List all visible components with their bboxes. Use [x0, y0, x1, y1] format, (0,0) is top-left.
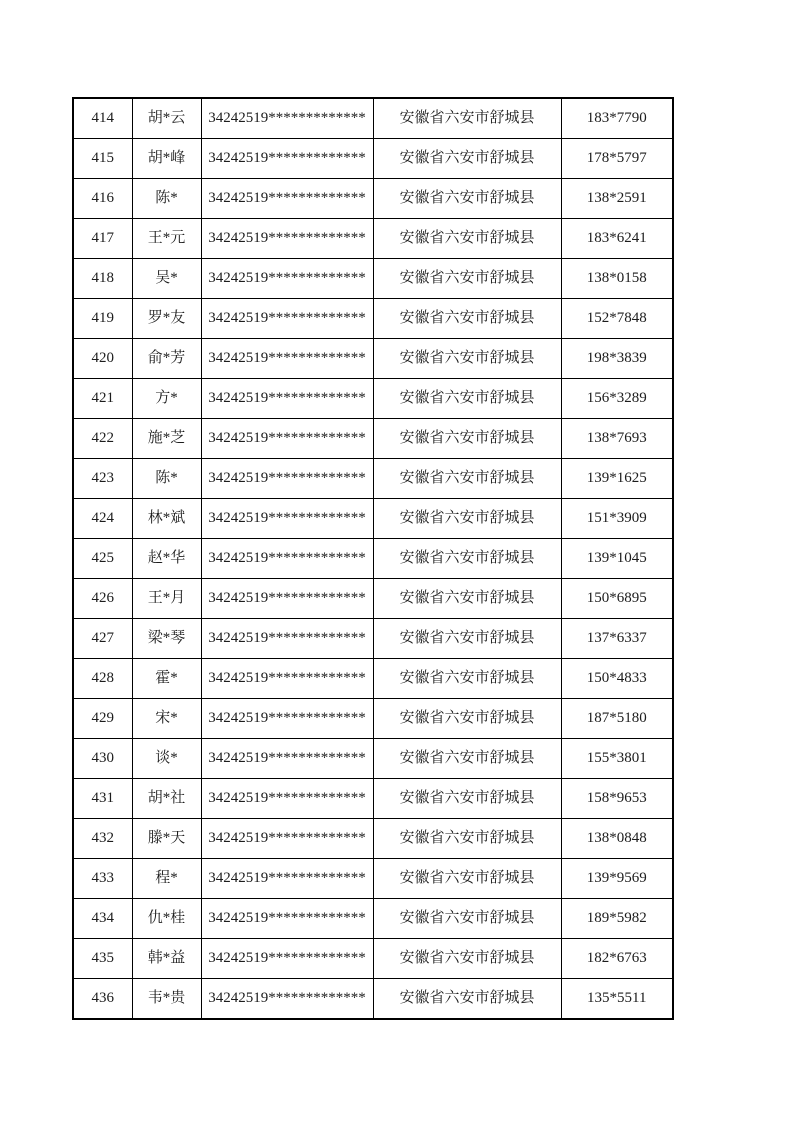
name-cell: 林*斌 — [132, 498, 201, 538]
phone-cell: 138*2591 — [561, 178, 673, 218]
id-number-cell: 34242519************* — [201, 138, 373, 178]
phone-cell: 182*6763 — [561, 939, 673, 979]
row-index-cell: 431 — [73, 779, 132, 819]
table-row — [73, 979, 673, 1019]
id-number-cell: 34242519************* — [201, 538, 373, 578]
phone-cell: 150*4833 — [561, 658, 673, 698]
row-index-cell: 418 — [73, 258, 132, 298]
region-cell: 安徽省六安市舒城县 — [373, 779, 561, 819]
table-row — [73, 739, 673, 779]
id-number-cell: 34242519************* — [201, 98, 373, 138]
row-index-cell: 422 — [73, 418, 132, 458]
row-index-cell: 421 — [73, 378, 132, 418]
name-cell: 谈* — [132, 739, 201, 779]
name-cell: 陈* — [132, 458, 201, 498]
name-cell: 滕*天 — [132, 819, 201, 859]
table-row — [73, 939, 673, 979]
id-number-cell: 34242519************* — [201, 899, 373, 939]
name-cell: 韩*益 — [132, 939, 201, 979]
table-row — [73, 698, 673, 738]
name-cell: 方* — [132, 378, 201, 418]
row-index-cell: 419 — [73, 298, 132, 338]
table-row — [73, 218, 673, 258]
region-cell: 安徽省六安市舒城县 — [373, 338, 561, 378]
region-cell: 安徽省六安市舒城县 — [373, 138, 561, 178]
name-cell: 梁*琴 — [132, 618, 201, 658]
name-cell: 胡*云 — [132, 98, 201, 138]
row-index-cell: 427 — [73, 618, 132, 658]
table-row — [73, 618, 673, 658]
masked-persons-table — [72, 97, 674, 1020]
phone-cell: 151*3909 — [561, 498, 673, 538]
row-index-cell: 433 — [73, 859, 132, 899]
id-number-cell: 34242519************* — [201, 458, 373, 498]
table-row — [73, 819, 673, 859]
phone-cell: 198*3839 — [561, 338, 673, 378]
table-row — [73, 458, 673, 498]
table-row — [73, 138, 673, 178]
row-index-cell: 436 — [73, 979, 132, 1019]
region-cell: 安徽省六安市舒城县 — [373, 819, 561, 859]
phone-cell: 139*1045 — [561, 538, 673, 578]
row-index-cell: 416 — [73, 178, 132, 218]
id-number-cell: 34242519************* — [201, 658, 373, 698]
name-cell: 仇*桂 — [132, 899, 201, 939]
row-index-cell: 425 — [73, 538, 132, 578]
region-cell: 安徽省六安市舒城县 — [373, 378, 561, 418]
phone-cell: 156*3289 — [561, 378, 673, 418]
row-index-cell: 424 — [73, 498, 132, 538]
table-row — [73, 178, 673, 218]
name-cell: 胡*峰 — [132, 138, 201, 178]
id-number-cell: 34242519************* — [201, 418, 373, 458]
table-row — [73, 378, 673, 418]
name-cell: 霍* — [132, 658, 201, 698]
region-cell: 安徽省六安市舒城县 — [373, 899, 561, 939]
phone-cell: 187*5180 — [561, 698, 673, 738]
region-cell: 安徽省六安市舒城县 — [373, 658, 561, 698]
row-index-cell: 435 — [73, 939, 132, 979]
id-number-cell: 34242519************* — [201, 739, 373, 779]
phone-cell: 152*7848 — [561, 298, 673, 338]
row-index-cell: 429 — [73, 698, 132, 738]
region-cell: 安徽省六安市舒城县 — [373, 618, 561, 658]
name-cell: 施*芝 — [132, 418, 201, 458]
phone-cell: 139*1625 — [561, 458, 673, 498]
name-cell: 王*元 — [132, 218, 201, 258]
phone-cell: 183*7790 — [561, 98, 673, 138]
name-cell: 宋* — [132, 698, 201, 738]
table-row — [73, 338, 673, 378]
id-number-cell: 34242519************* — [201, 819, 373, 859]
id-number-cell: 34242519************* — [201, 258, 373, 298]
row-index-cell: 434 — [73, 899, 132, 939]
row-index-cell: 432 — [73, 819, 132, 859]
phone-cell: 139*9569 — [561, 859, 673, 899]
phone-cell: 189*5982 — [561, 899, 673, 939]
region-cell: 安徽省六安市舒城县 — [373, 498, 561, 538]
phone-cell: 137*6337 — [561, 618, 673, 658]
table-body — [73, 98, 673, 1019]
table-row — [73, 658, 673, 698]
phone-cell: 158*9653 — [561, 779, 673, 819]
id-number-cell: 34242519************* — [201, 218, 373, 258]
region-cell: 安徽省六安市舒城县 — [373, 298, 561, 338]
name-cell: 王*月 — [132, 578, 201, 618]
table-row — [73, 899, 673, 939]
id-number-cell: 34242519************* — [201, 498, 373, 538]
region-cell: 安徽省六安市舒城县 — [373, 859, 561, 899]
table-row — [73, 258, 673, 298]
table-row — [73, 98, 673, 138]
row-index-cell: 423 — [73, 458, 132, 498]
row-index-cell: 415 — [73, 138, 132, 178]
id-number-cell: 34242519************* — [201, 618, 373, 658]
row-index-cell: 414 — [73, 98, 132, 138]
id-number-cell: 34242519************* — [201, 578, 373, 618]
phone-cell: 138*7693 — [561, 418, 673, 458]
region-cell: 安徽省六安市舒城县 — [373, 979, 561, 1019]
name-cell: 俞*芳 — [132, 338, 201, 378]
table-row — [73, 418, 673, 458]
table-row — [73, 538, 673, 578]
table-row — [73, 859, 673, 899]
id-number-cell: 34242519************* — [201, 698, 373, 738]
id-number-cell: 34242519************* — [201, 378, 373, 418]
phone-cell: 138*0848 — [561, 819, 673, 859]
region-cell: 安徽省六安市舒城县 — [373, 698, 561, 738]
region-cell: 安徽省六安市舒城县 — [373, 418, 561, 458]
name-cell: 程* — [132, 859, 201, 899]
id-number-cell: 34242519************* — [201, 779, 373, 819]
phone-cell: 138*0158 — [561, 258, 673, 298]
id-number-cell: 34242519************* — [201, 939, 373, 979]
id-number-cell: 34242519************* — [201, 178, 373, 218]
row-index-cell: 428 — [73, 658, 132, 698]
phone-cell: 178*5797 — [561, 138, 673, 178]
name-cell: 赵*华 — [132, 538, 201, 578]
name-cell: 吴* — [132, 258, 201, 298]
phone-cell: 135*5511 — [561, 979, 673, 1019]
region-cell: 安徽省六安市舒城县 — [373, 258, 561, 298]
phone-cell: 150*6895 — [561, 578, 673, 618]
region-cell: 安徽省六安市舒城县 — [373, 458, 561, 498]
region-cell: 安徽省六安市舒城县 — [373, 578, 561, 618]
name-cell: 韦*贵 — [132, 979, 201, 1019]
id-number-cell: 34242519************* — [201, 338, 373, 378]
phone-cell: 155*3801 — [561, 739, 673, 779]
id-number-cell: 34242519************* — [201, 298, 373, 338]
row-index-cell: 430 — [73, 739, 132, 779]
name-cell: 胡*社 — [132, 779, 201, 819]
name-cell: 罗*友 — [132, 298, 201, 338]
id-number-cell: 34242519************* — [201, 979, 373, 1019]
name-cell: 陈* — [132, 178, 201, 218]
region-cell: 安徽省六安市舒城县 — [373, 98, 561, 138]
region-cell: 安徽省六安市舒城县 — [373, 178, 561, 218]
id-number-cell: 34242519************* — [201, 859, 373, 899]
table-row — [73, 298, 673, 338]
region-cell: 安徽省六安市舒城县 — [373, 939, 561, 979]
table-row — [73, 578, 673, 618]
row-index-cell: 417 — [73, 218, 132, 258]
row-index-cell: 420 — [73, 338, 132, 378]
table-row — [73, 498, 673, 538]
phone-cell: 183*6241 — [561, 218, 673, 258]
row-index-cell: 426 — [73, 578, 132, 618]
region-cell: 安徽省六安市舒城县 — [373, 218, 561, 258]
table-row — [73, 779, 673, 819]
region-cell: 安徽省六安市舒城县 — [373, 538, 561, 578]
region-cell: 安徽省六安市舒城县 — [373, 739, 561, 779]
